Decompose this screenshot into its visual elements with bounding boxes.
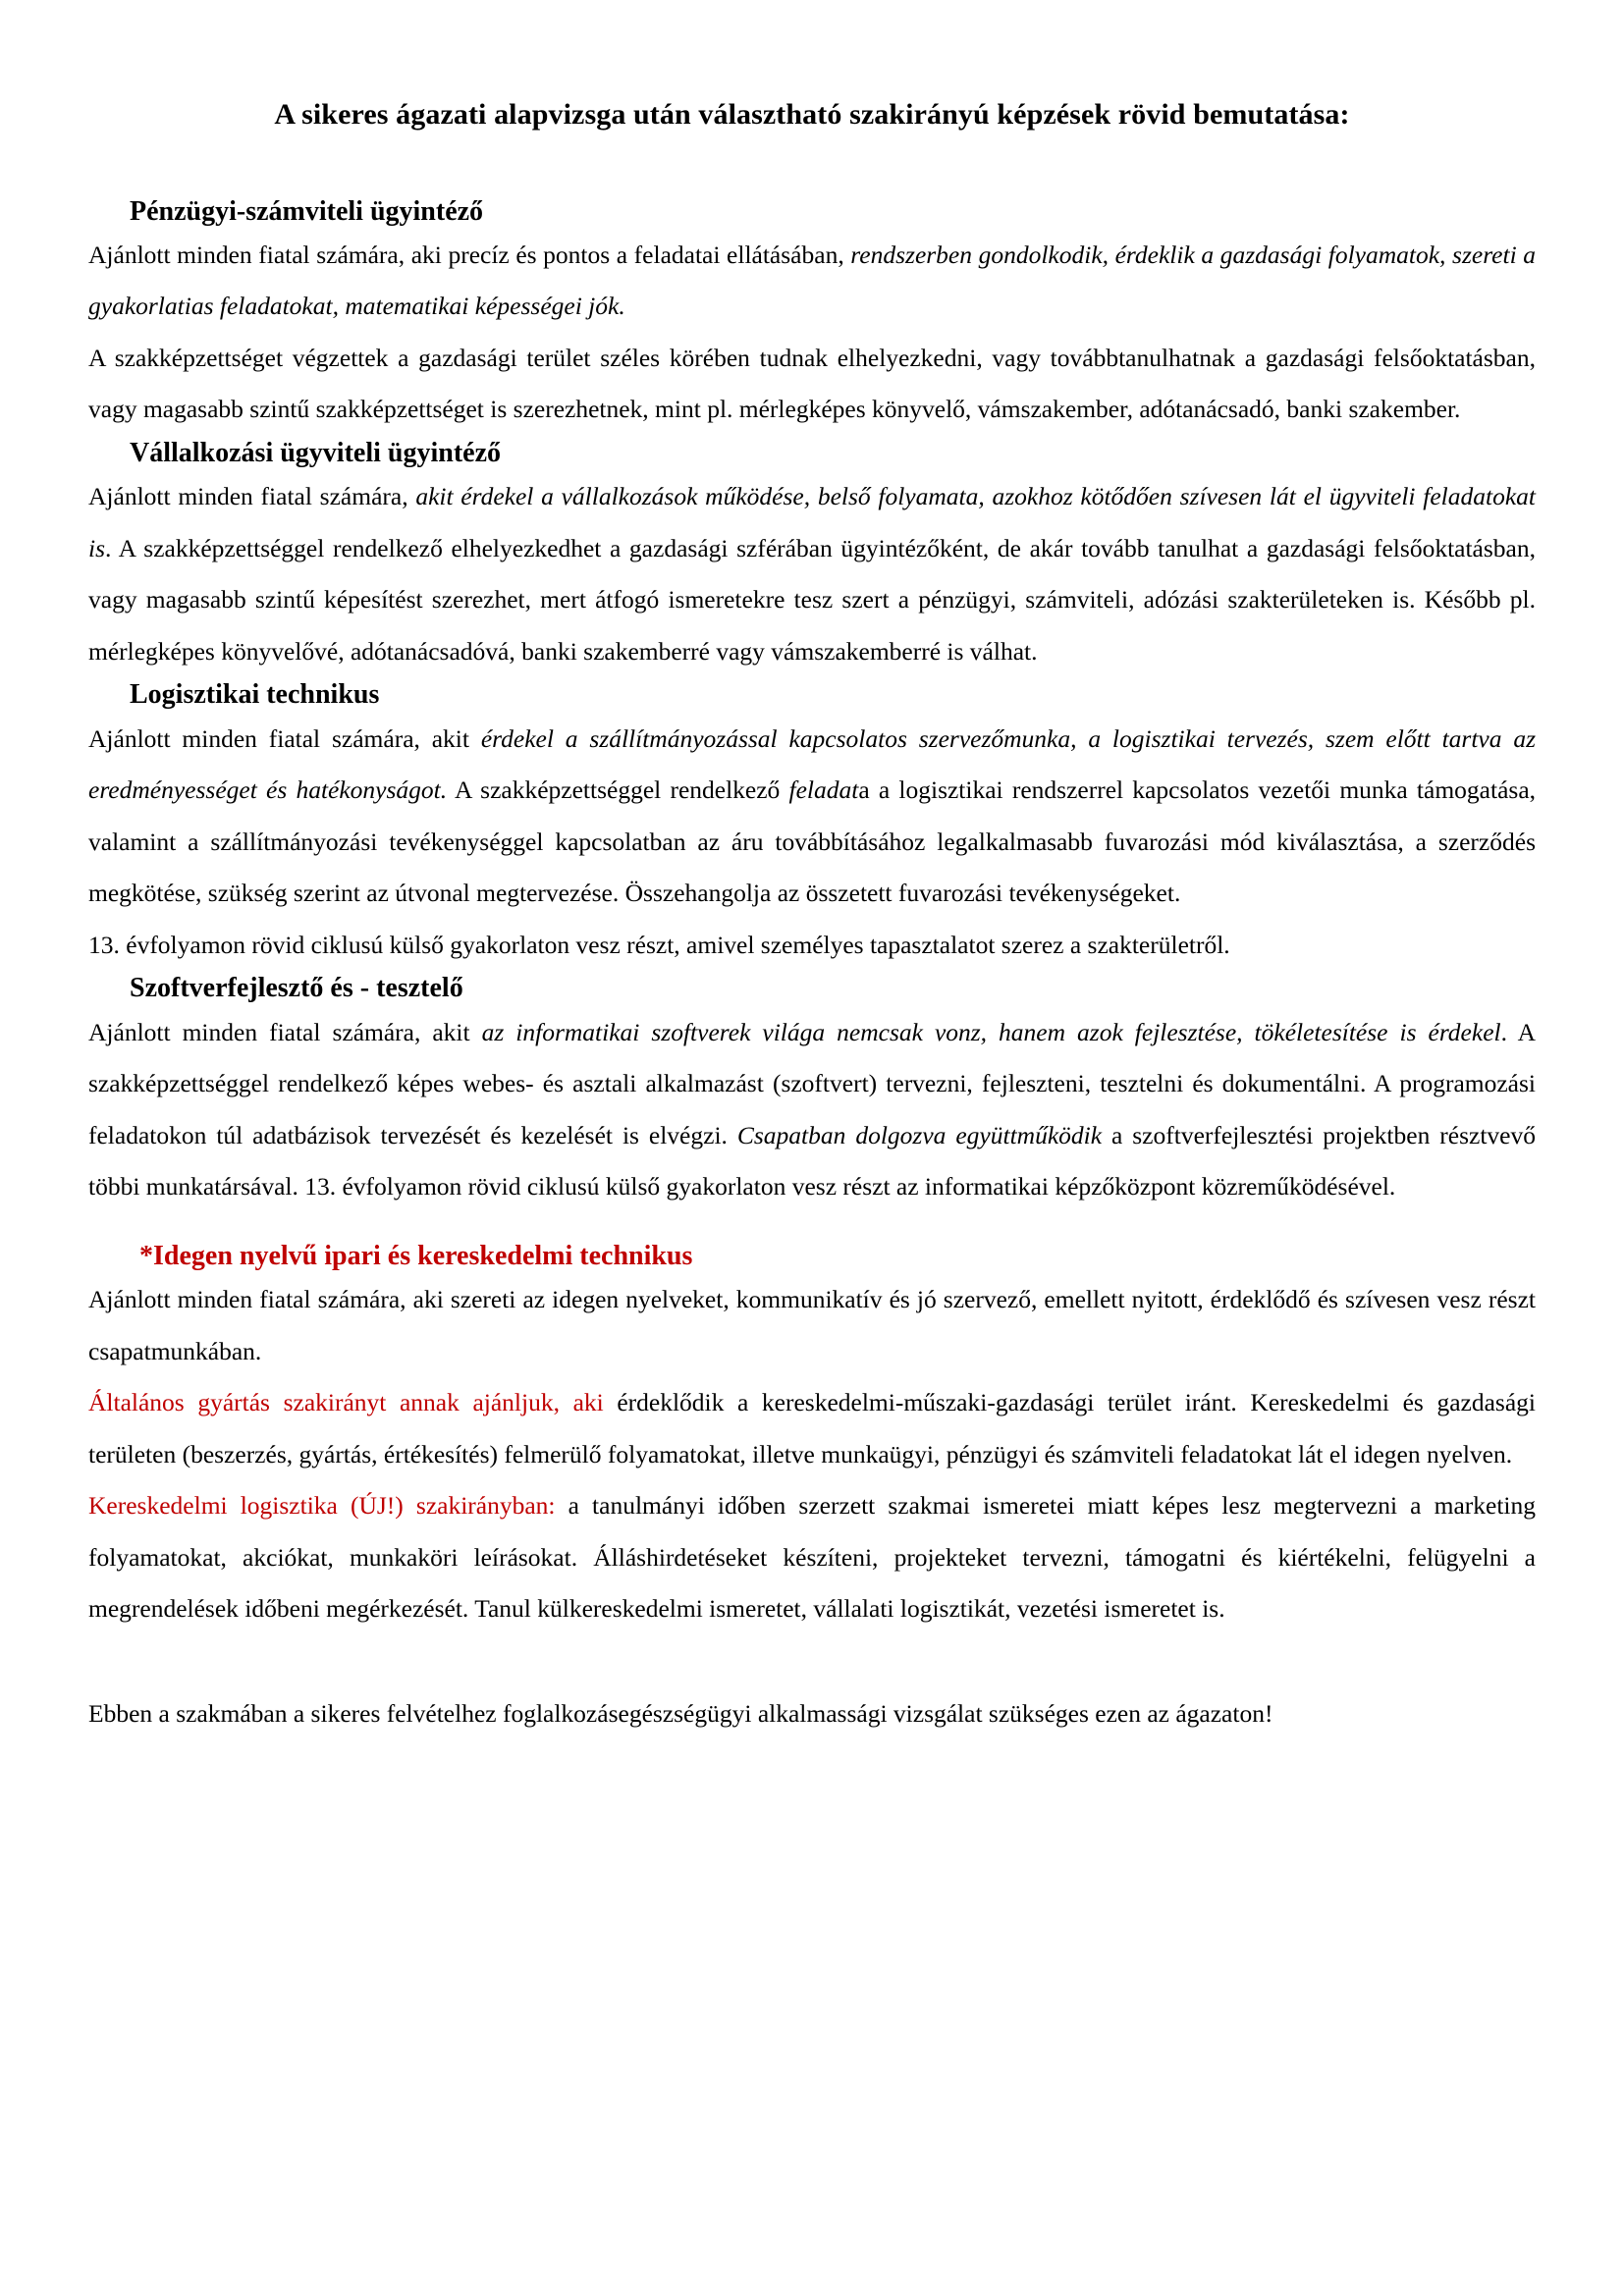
text-run-italic: Csapatban dolgozva együttműködik [736, 1120, 1103, 1149]
section-paragraph [88, 471, 1536, 677]
text-run-italic: rendszerben gondolkodik, érdeklik a gazdasági folyamatok, szereti a gyakorlatias feladatokat, matematikai képességei jók. [88, 240, 1536, 321]
title-spacer [88, 133, 1536, 194]
text-run: 13. évfolyamon rövid ciklusú külső gyakorlaton vesz részt, amivel személyes tapasztalatot szerez a szakterületről. [88, 930, 1230, 959]
text-run: Ajánlott minden fiatal számára, [88, 482, 416, 511]
text-run: érdeklődik a kereskedelmi-műszaki-gazdasági terület iránt. Kereskedelmi és gazdasági területen (beszerzés, gyártás, értékesítés) felmerülő folyamatokat, illetve munkaügyi, pénzügyi és számviteli feladatokat lát el idegen nyelven. [88, 1388, 1536, 1468]
text-run: Ajánlott minden fiatal számára, aki szereti az idegen nyelveket, kommunikatív és jó szervező, emellett nyitott, érdeklődő és szívesen vesz részt csapatmunkában. [88, 1285, 1536, 1365]
section-heading: Vállalkozási ügyviteli ügyintéző [130, 437, 501, 468]
text-run: . A szakképzettséggel rendelkező elhelyezkedhet a gazdasági szférában ügyintézőként, de akár tovább tanulhat a gazdasági felsőoktatásban, vagy magasabb szintű képesítést szerezhet, mert átfogó ismeretekre tesz szert a pénzügyi, számviteli, adózási szakterületeken is. Később pl. mérlegképes könyvelővé, adótanácsadóvá, banki szakemberré vagy vámszakemberré is válhat. [88, 533, 1536, 666]
text-run-red: Kereskedelmi logisztika (ÚJ!) szakirányban: [88, 1491, 556, 1521]
section-vallalkozasi-ugyviteli-ugyintezo [88, 436, 1536, 677]
text-run-red: Általános gyártás szakirányt annak ajánljuk, aki [88, 1388, 604, 1417]
text-run: a a logisztikai rendszerrel kapcsolatos vezetői munka támogatása, valamint a szállítmányozási tevékenységgel kapcsolatban az áru továbbításához legalkalmasabb fuvarozási mód kiválasztása, a szerződés megkötése, szükség szerint az útvonal megtervezése. Összehangolja az összetett fuvarozási tevékenységeket. [88, 775, 1537, 908]
text-run: a szoftverfejlesztési projektben résztvevő többi munkatársával. 13. évfolyamon rövid ciklusú külső gyakorlaton vesz részt az informatikai képzőközpont közreműködésével. [88, 1120, 1536, 1201]
section-logisztikai-technikus [88, 677, 1536, 971]
closing-note: Ebben a szakmában a sikeres felvételhez foglalkozásegészségügyi alkalmassági vizsgálat szükséges ezen az ágazaton! [88, 1698, 1273, 1728]
section-heading: Pénzügyi-számviteli ügyintéző [130, 195, 484, 227]
section-idegen-nyelvu-ipari-es-kereskedelmi-technikus [88, 1239, 1536, 1635]
text-run: A szakképzettséget végzettek a gazdasági terület széles körében tudnak elhelyezkedni, vagy továbbtanulhatnak a gazdasági felsőoktatásban, vagy magasabb szintű szakképzettséget is szerezhetnek, mint pl. mérlegképes könyvelő, vámszakember, adótanácsadó, banki szakember. [88, 343, 1536, 424]
text-run: Ajánlott minden fiatal számára, akit [88, 723, 481, 753]
section-paragraph [88, 1377, 1536, 1480]
section-szoftverfejleszto-es-tesztelo [88, 971, 1536, 1212]
text-run: . A szakképzettséggel rendelkező képes webes- és asztali alkalmazást (szoftvert) tervezni, fejleszteni, tesztelni és dokumentálni. A programozási feladatokon túl adatbázisok tervezését és kezelését is elvégzi. [88, 1017, 1536, 1149]
closing-gap [88, 1635, 1536, 1688]
section-gap [88, 1213, 1536, 1239]
section-paragraph [88, 1480, 1536, 1635]
text-run-italic: az informatikai szoftverek világa nemcsak vonz, hanem azok fejlesztése, tökéletesítése is érdekel [481, 1017, 1501, 1046]
text-run-italic: feladat [788, 775, 859, 805]
section-paragraph [88, 1274, 1536, 1377]
section-heading-red: *Idegen nyelvű ipari és kereskedelmi technikus [139, 1240, 693, 1271]
section-paragraph [88, 1007, 1536, 1213]
section-heading: Szoftverfejlesztő és - tesztelő [130, 973, 463, 1004]
section-penzugyi-szamviteli-ugyintezo [88, 194, 1536, 436]
section-paragraph [88, 230, 1536, 333]
section-paragraph [88, 714, 1536, 920]
text-run-italic: érdekel a szállítmányozással kapcsolatos szervezőmunka, a logisztikai tervezés, szem előtt tartva az eredményességet és hatékonyságot. [88, 723, 1537, 805]
text-run-italic: akit érdekel a vállalkozások működése, belső folyamata, azokhoz kötődően szívesen lát el ügyviteli feladatokat is [88, 482, 1536, 562]
page-title: A sikeres ágazati alapvizsga után választható szakirányú képzések rövid bemutatása: [274, 98, 1350, 131]
section-paragraph [88, 333, 1536, 436]
text-run: a tanulmányi időben szerzett szakmai ismeretei miatt képes lesz megtervezni a marketing folyamatokat, akciókat, munkaköri leírásokat. Álláshirdetéseket készíteni, projekteket tervezni, támogatni és kiértékelni, felügyelni a megrendelések időbeni megérkezését. Tanul külkereskedelmi ismeretet, vállalati logisztikát, vezetési ismeretet is. [88, 1491, 1536, 1624]
section-paragraph [88, 920, 1536, 972]
text-run: Ajánlott minden fiatal számára, akit [88, 1017, 482, 1046]
text-run: Ajánlott minden fiatal számára, aki precíz és pontos a feladatai ellátásában, [88, 240, 851, 269]
text-run: A szakképzettséggel rendelkező [447, 775, 789, 805]
section-heading: Logisztikai technikus [130, 679, 380, 711]
